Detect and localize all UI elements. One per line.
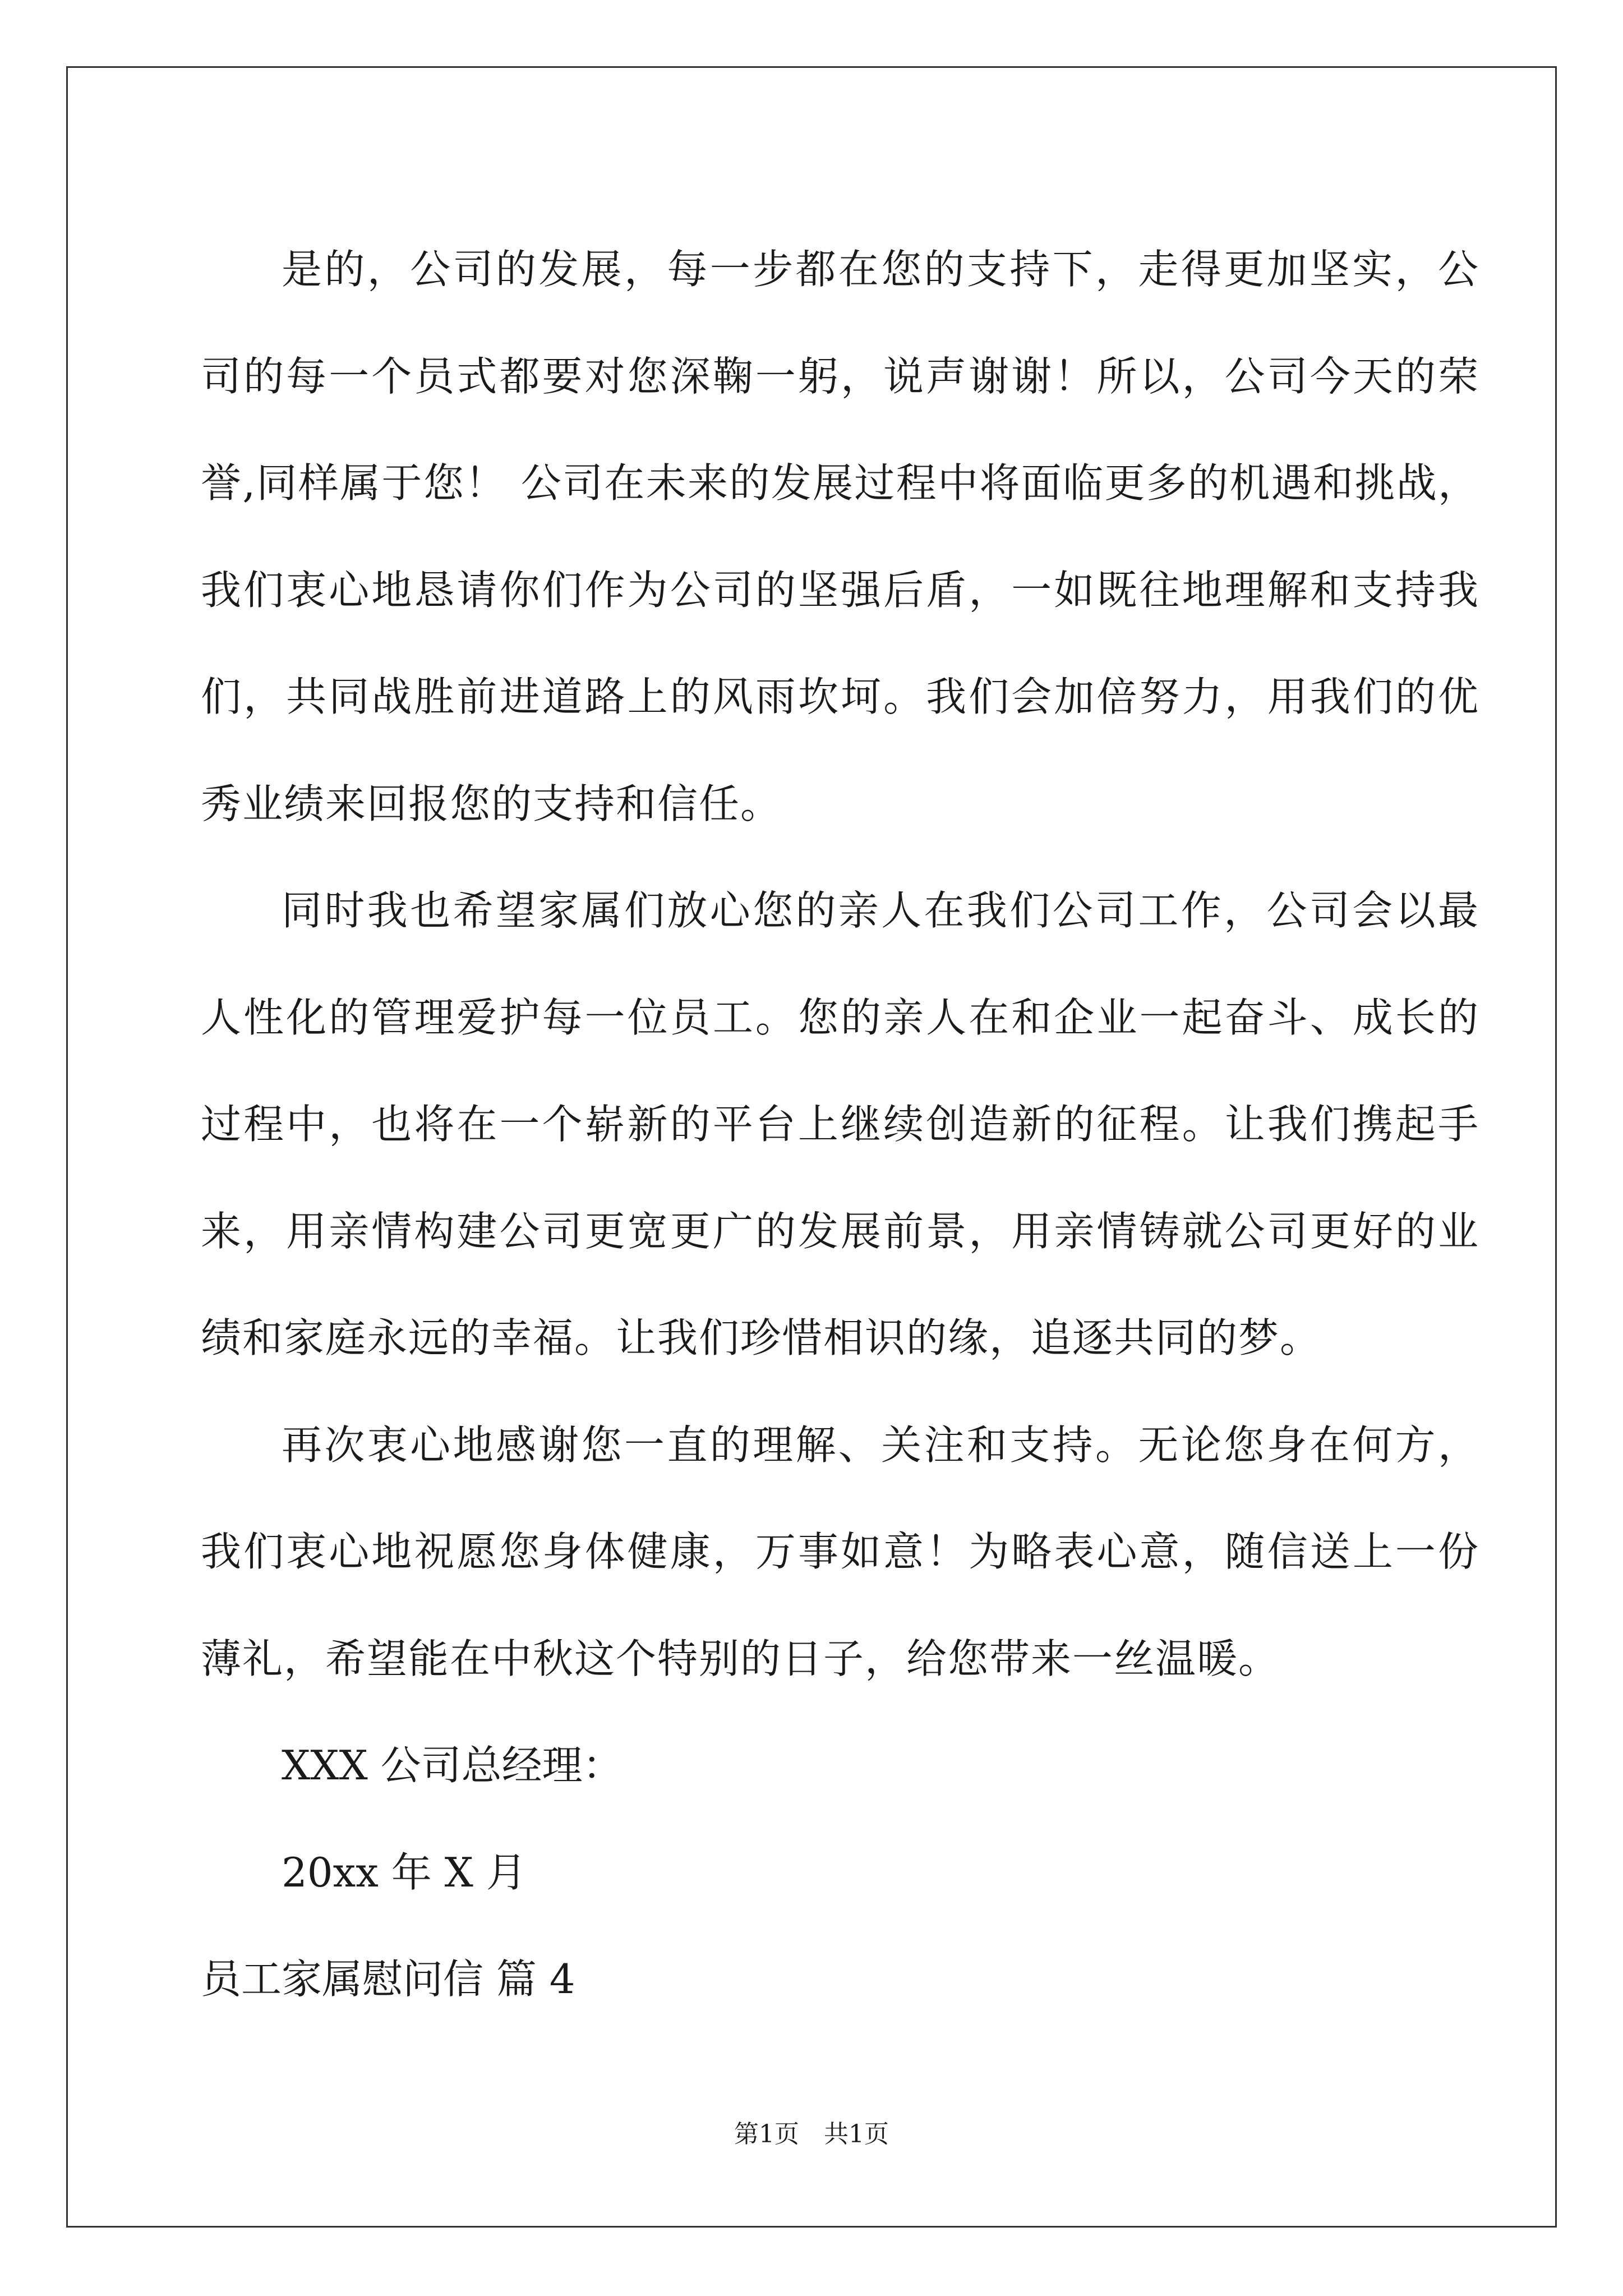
paragraph-3: 再次衷心地感谢您一直的理解、关注和支持。无论您身在何方，我们衷心地祝愿您身体健康，万事如意！为略表心意，随信送上一份薄礼，希望能在中秋这个特别的日子，给您带来一丝温暖。 — [201, 1421, 1479, 1682]
paragraph-1: 是的，公司的发展，每一步都在您的支持下，走得更加坚实，公司的每一个员式都要对您深鞠一躬，说声谢谢！所以，公司今天的荣誉,同样属于您！ 公司在未来的发展过程中将面临更多的机遇和挑战，我们衷心地恳请你们作为公司的坚强后盾，一如既往地理解和支持我们，共同战胜前进道路上的风雨坎坷。我们会加倍努力，用我们的优秀业绩来回报您的支持和信任。 — [201, 246, 1479, 827]
letter-body — [201, 216, 1479, 2033]
next-section-heading: 员工家属慰问信 篇 4 — [201, 1955, 575, 2003]
page-footer — [0, 2118, 1623, 2151]
page-number: 第1页 — [734, 2120, 799, 2148]
page-total: 共1页 — [824, 2120, 889, 2148]
signature: XXX 公司总经理： — [282, 1742, 623, 1789]
paragraph-2: 同时我也希望家属们放心您的亲人在我们公司工作，公司会以最人性化的管理爱护每一位员工。您的亲人在和企业一起奋斗、成长的过程中，也将在一个崭新的平台上继续创造新的征程。让我们携起手来，用亲情构建公司更宽更广的发展前景，用亲情铸就公司更好的业绩和家庭永远的幸福。让我们珍惜相识的缘，追逐共同的梦。 — [201, 887, 1479, 1361]
date-line: 20xx 年 X 月 — [282, 1848, 527, 1896]
